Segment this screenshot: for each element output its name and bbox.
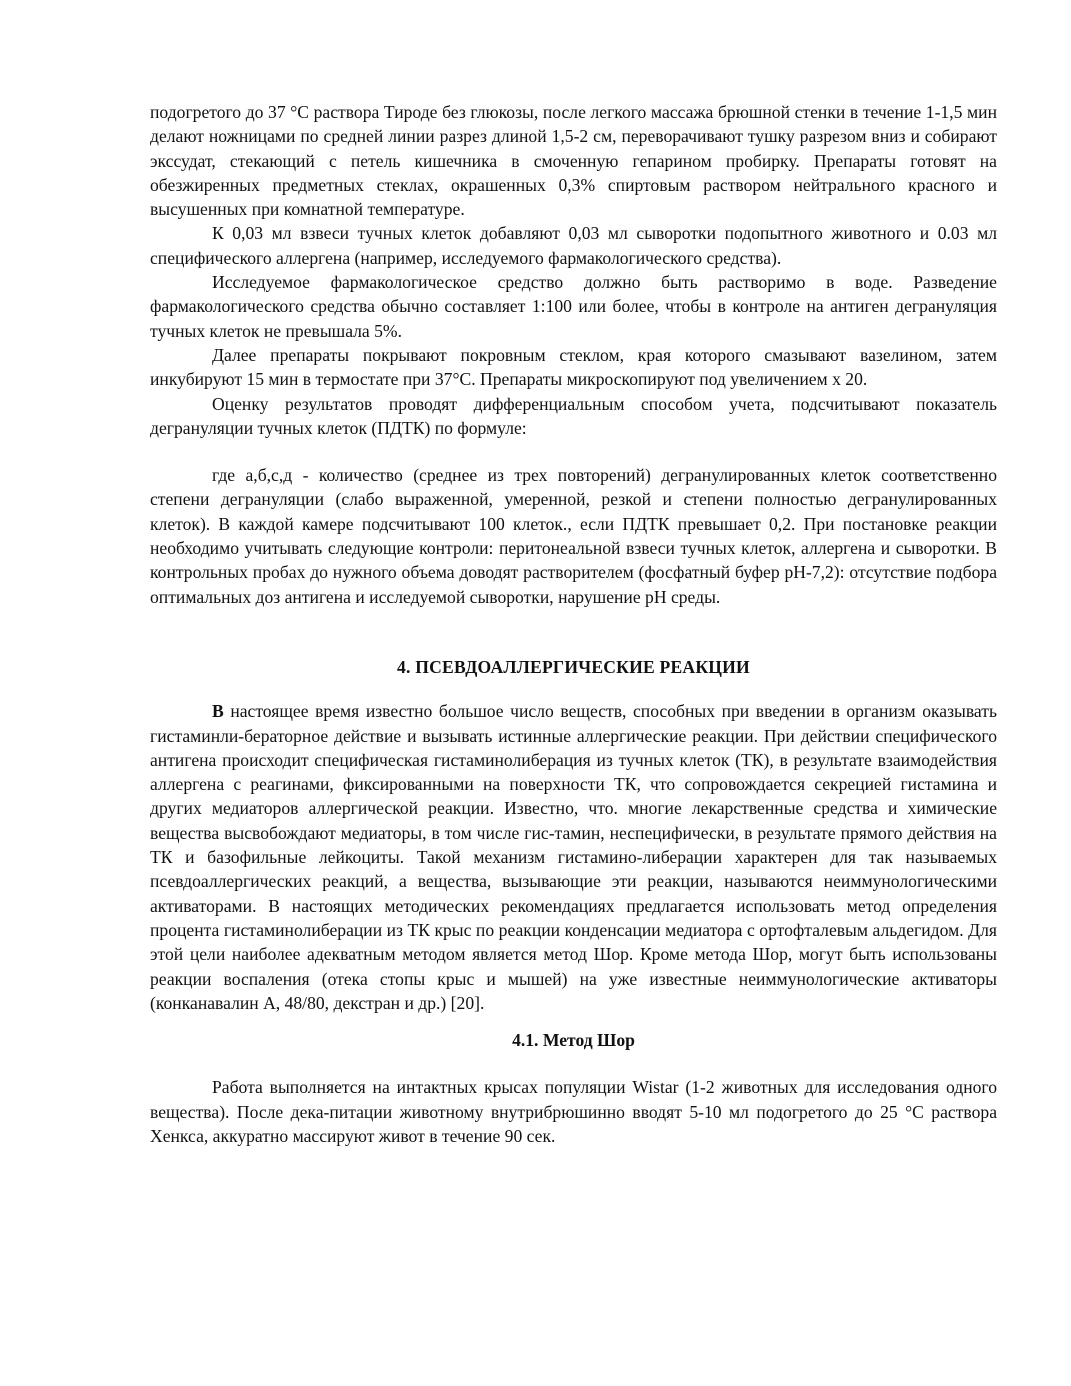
paragraph-suspension-mix: К 0,03 мл взвеси тучных клеток добавляют 0,03 мл сыворотки подопытного животного и 0.03 мл специфического аллергена (например, исследуемого фармакологического средства).	[150, 223, 997, 268]
subsection-heading-shore-method: 4.1. Метод Шор	[512, 1030, 635, 1051]
document-page	[150, 100, 997, 1148]
section-heading-pseudoallergic: 4. ПСЕВДОАЛЛЕРГИЧЕСКИЕ РЕАКЦИИ	[397, 656, 750, 677]
paragraph-incubation: Далее препараты покрывают покровным стеклом, края которого смазывают вазелином, затем инкубируют 15 мин в термостате при 37°С. Препараты микроскопируют под увеличением х 20.	[150, 344, 997, 390]
paragraph-formula-explanation: где а,б,с,д - количество (среднее из трех повторений) дегранулированных клеток соответственно степени дегрануляции (слабо выраженной, умеренной, резкой и степени полностью дегранулированных клеток). В каждой камере подсчитывают 100 клеток., если ПДТК превышает 0,2. При постановке реакции необходимо учитывать следующие контроли: перитонеальной взвеси тучных клеток, аллергена и сыворотки. В контрольных пробах до нужного объема доводят растворителем (фосфатный буфер рН-7,2): отсутствие подбора оптимальных доз антигена и исследуемой сыворотки, нарушение рН среды.	[150, 465, 997, 607]
formula-placeholder	[150, 440, 997, 463]
paragraph-tyrode-preparation: подогретого до 37 °С раствора Тироде без глюкозы, после легкого массажа брюшной стенки в течение 1-1,5 мин делают ножницами по средней линии разрез длиной 1,5-2 см, переворачивают тушку разрезом вниз и собирают экссудат, стекающий с петель кишечника в смоченную гепарином пробирку. Препараты готовят на обезжиренных предметных стеклах, окрашенных 0,3% спиртовым раствором нейтрального красного и высушенных при комнатной температуре.	[150, 102, 997, 220]
paragraph-shore-method: Работа выполняется на интактных крысах популяции Wistar (1-2 животных для исследования одного вещества). После дека-питации животному внутрибрюшинно вводят 5-10 мл подогретого до 25 °С раствора Хенкса, аккуратно массируют живот в течение 90 сек.	[150, 1077, 997, 1146]
lead-letter: В	[212, 701, 224, 722]
paragraph-solubility: Исследуемое фармакологическое средство должно быть растворимо в воде. Разведение фармакологического средства обычно составляет 1:100 или более, чтобы в контроле на антиген дегрануляция тучных клеток не превышала 5%.	[150, 272, 997, 341]
paragraph-pseudoallergic-intro	[150, 699, 997, 1015]
paragraph-pseudoallergic-text: настоящее время известно большое число веществ, способных при введении в организм оказывать гистаминли-бераторное действие и вызывать истинные аллергические реакции. При действии специфического антигена происходит специфическая гистаминолиберация из тучных клеток (ТК), в результате взаимодействия аллергена с реагинами, фиксированными на поверхности ТК, что сопровождается секрецией гистамина и других медиаторов аллергической реакции. Известно, что. многие лекарственные средства и химические вещества высвобождают медиаторы, в том числе гис-тамин, неспецифически, в результате прямого действия на ТК и базофильные лейкоциты. Такой механизм гистамино-либерации характерен для так называемых псевдоаллергических реакций, а вещества, вызывающие эти реакции, называются неиммунологическими активаторами. В настоящих методических рекомендациях предлагается использовать метод определения процента гистаминолиберации из ТК крыс по реакции конденсации медиатора с ортофталевым альдегидом. Для этой цели наиболее адекватным методом является метод Шор. Кроме метода Шор, могут быть использованы реакции воспаления (отека стопы крыс и мышей) на уже известные неиммунологические активаторы (конканавалин А, 48/80, декстран и др.) [20].	[150, 701, 997, 1013]
paragraph-evaluation: Оценку результатов проводят дифференциальным способом учета, подсчитывают показатель дегрануляции тучных клеток (ПДТК) по формуле:	[150, 393, 997, 438]
